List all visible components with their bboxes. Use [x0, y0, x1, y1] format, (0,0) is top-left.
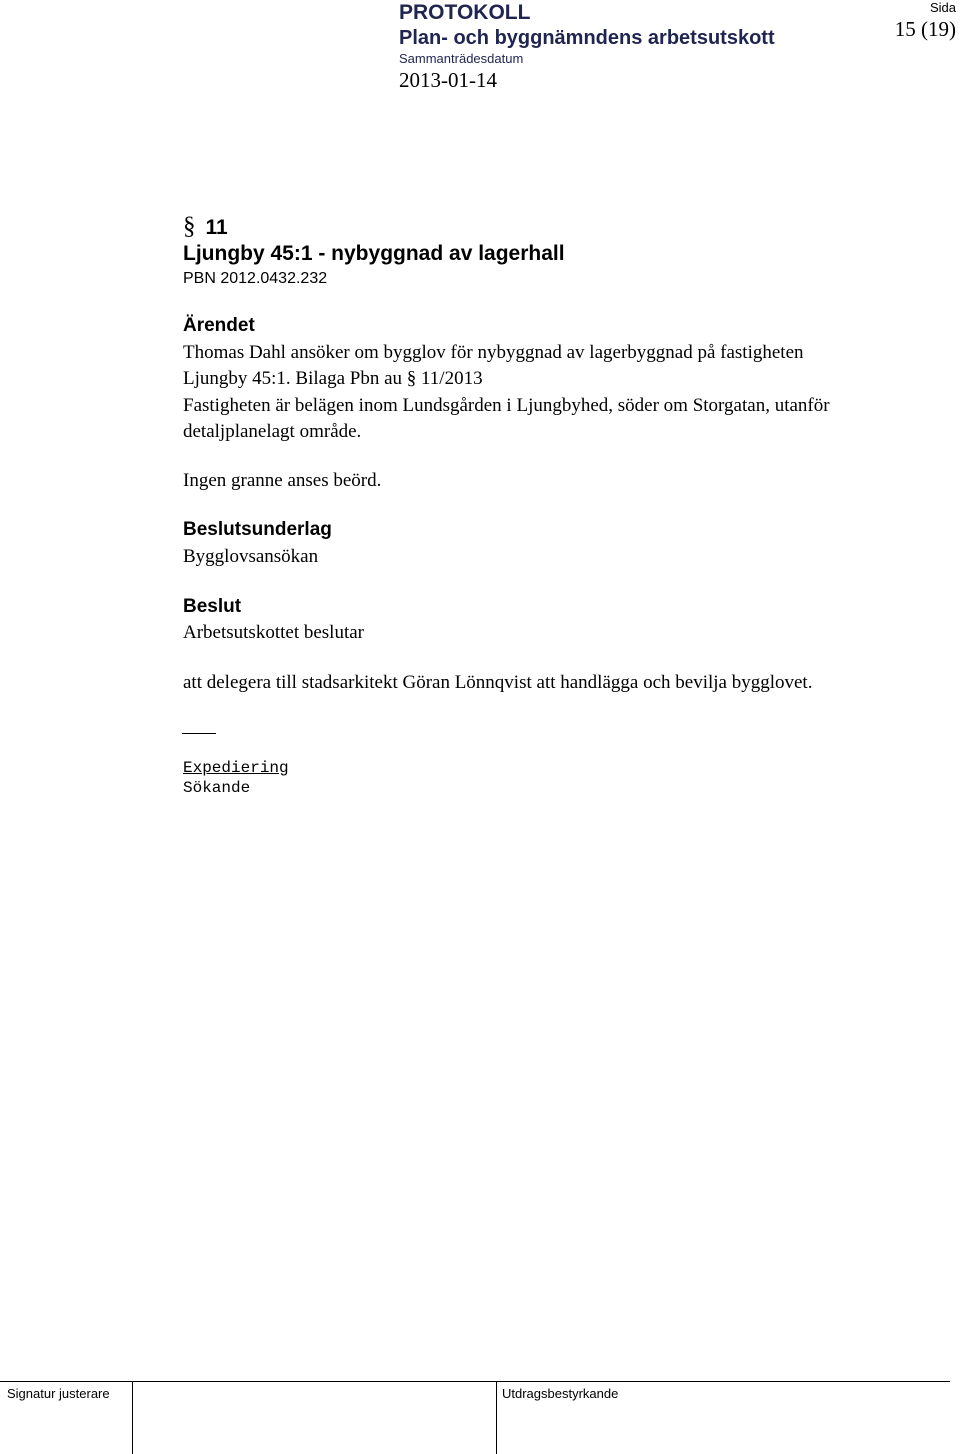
beslut-decision: att delegera till stadsarkitekt Göran Lönnqvist att handlägga och bevilja bygglovet. — [183, 672, 813, 693]
section-number — [183, 213, 228, 241]
document-type: PROTOKOLL — [399, 1, 531, 24]
section-title: Ljungby 45:1 - nybyggnad av lagerhall — [183, 242, 565, 265]
arendet-line-1: Thomas Dahl ansöker om bygglov för nybyggnad av lagerbyggnad på fastigheten — [183, 342, 804, 363]
footer-column-divider-2 — [496, 1381, 497, 1454]
arendet-line-2-end: 11/2013 — [416, 368, 483, 389]
arendet-heading: Ärendet — [183, 315, 255, 336]
case-number: PBN 2012.0432.232 — [183, 270, 328, 287]
meeting-date: 2013-01-14 — [399, 68, 497, 92]
extract-label: Utdragsbestyrkande — [502, 1386, 619, 1401]
beslut-text: Arbetsutskottet beslutar — [183, 622, 364, 643]
expediering-recipient: Sökande — [183, 779, 251, 797]
footer-divider — [0, 1381, 950, 1382]
signature-label: Signatur justerare — [7, 1386, 110, 1401]
beslut-heading: Beslut — [183, 596, 242, 617]
beslutsunderlag-heading: Beslutsunderlag — [183, 519, 332, 540]
arendet-line-2-start: Ljungby 45:1. Bilaga Pbn au — [183, 368, 407, 389]
organization-name: Plan- och byggnämndens arbetsutskott — [399, 27, 775, 49]
beslutsunderlag-text: Bygglovsansökan — [183, 546, 319, 567]
paragraph-sign: § — [183, 213, 196, 240]
page-label: Sida — [929, 0, 956, 15]
arendet-line-4: detaljplanelagt område. — [183, 421, 362, 442]
paragraph-sign-inline: § — [406, 368, 417, 389]
meeting-date-label: Sammanträdesdatum — [399, 51, 524, 66]
footer-column-divider-1 — [132, 1381, 133, 1454]
page-number: 15 (19) — [894, 17, 956, 41]
section-number-value: 11 — [205, 216, 228, 239]
arendet-line-3: Fastigheten är belägen inom Lundsgården i Ljungbyhed, söder om Storgatan, utanför — [183, 395, 830, 416]
separator-line — [182, 733, 216, 734]
arendet-line-5: Ingen granne anses beörd. — [183, 470, 382, 491]
expediering-heading: Expediering — [183, 759, 289, 777]
arendet-line-2 — [183, 368, 483, 390]
